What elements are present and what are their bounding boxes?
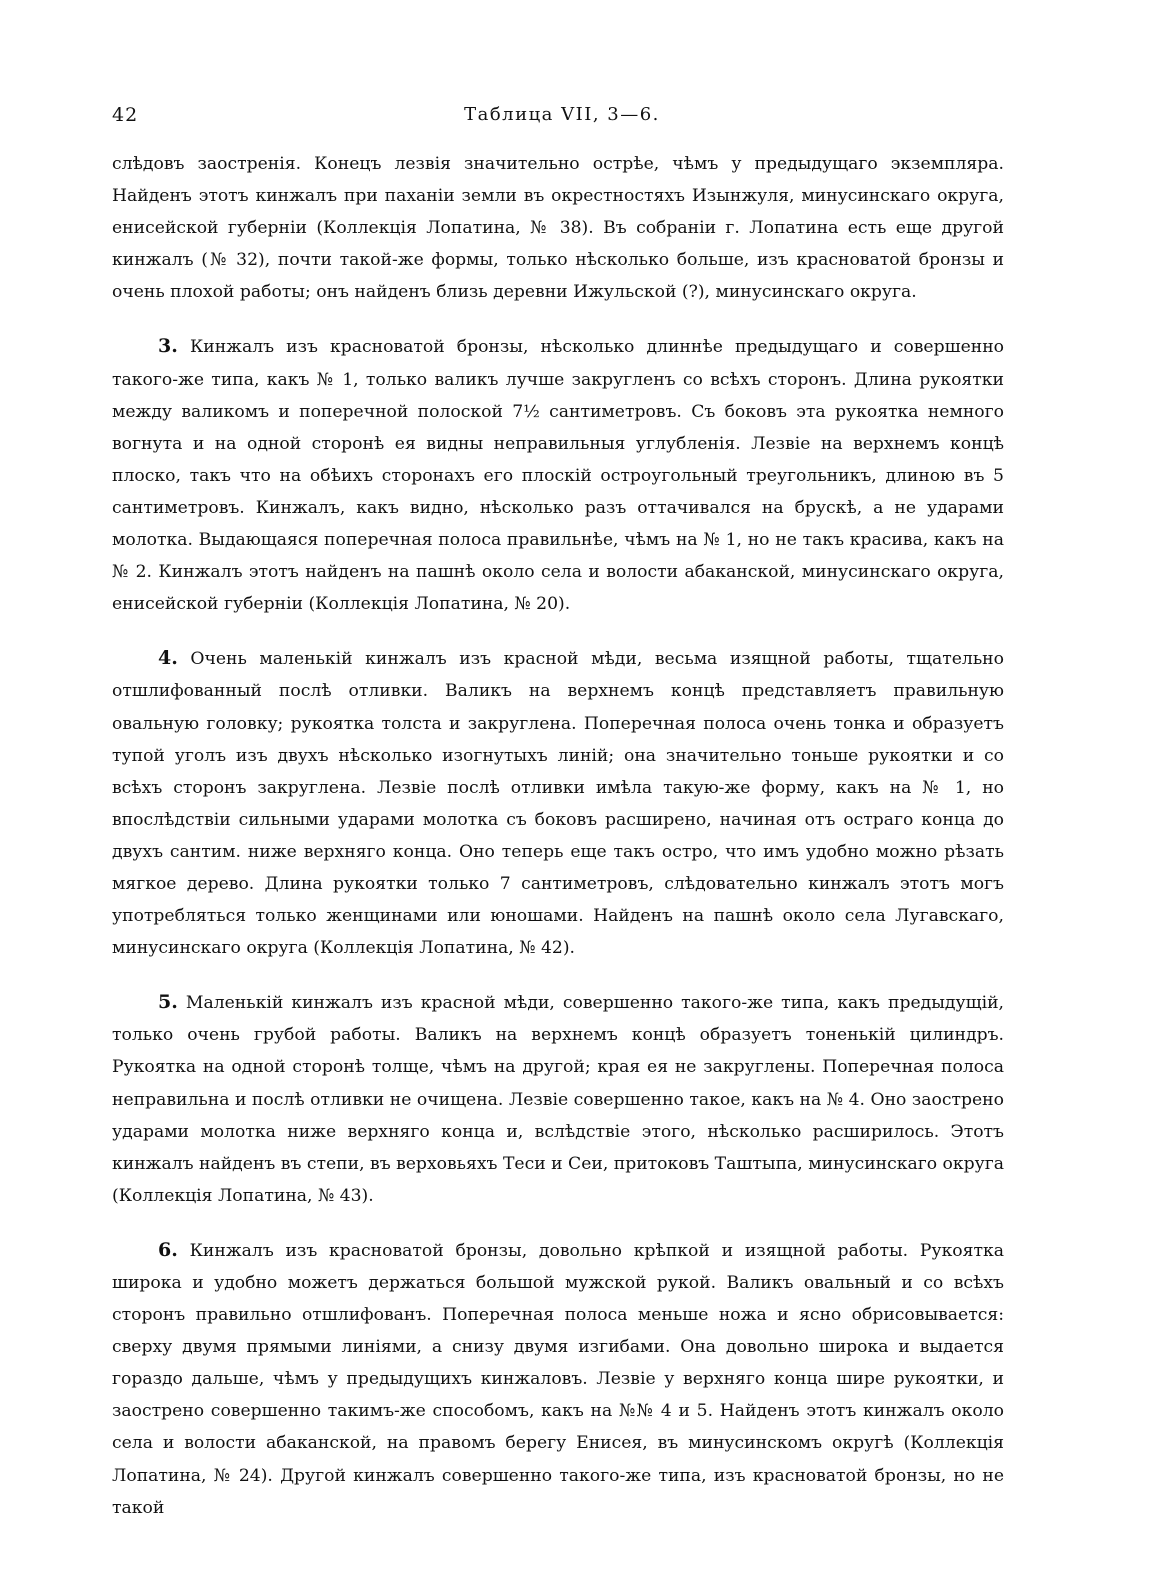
paragraph-item-6: [112, 1234, 1004, 1524]
page-header: [112, 104, 1004, 136]
paragraph-item-4: [112, 642, 1004, 964]
paragraph-text: Кинжалъ изъ красноватой бронзы, нѣсколько длиннѣе предыдущаго и совершенно такого-же типа, какъ № 1, только валикъ лучше закругленъ со всѣхъ сторонъ. Длина рукоятки между валикомъ и поперечной полоской 7½ сантиметровъ. Съ боковъ эта рукоятка немного вогнута и на одной сторонѣ ея видны неправильныя углубленія. Лезвіе на верхнемъ концѣ плоско, такъ что на обѣихъ сторонахъ его плоскій остроугольный треугольникъ, длиною въ 5 сантиметровъ. Кинжалъ, какъ видно, нѣсколько разъ оттачивался на брускѣ, а не ударами молотка. Выдающаяся поперечная полоса правильнѣе, чѣмъ на № 1, но не такъ красива, какъ на № 2. Кинжалъ этотъ найденъ на пашнѣ около села и волости абаканской, минусинскаго округа, енисейской губерніи (Коллекція Лопатина, № 20).: [112, 337, 1004, 615]
paragraph-item-5: [112, 986, 1004, 1212]
paragraph-text: Кинжалъ изъ красноватой бронзы, довольно крѣпкой и изящной работы. Рукоятка широка и удобно можетъ держаться большой мужской рукой. Валикъ овальный и со всѣхъ сторонъ правильно отшлифованъ. Поперечная полоса меньше ножа и ясно обрисовывается: сверху двумя прямыми линіями, а снизу двумя изгибами. Она довольно широка и выдается гораздо дальше, чѣмъ у предыдущихъ кинжаловъ. Лезвіе у верхняго конца шире рукоятки, и заострено совершенно такимъ-же способомъ, какъ на №№ 4 и 5. Найденъ этотъ кинжалъ около села и волости абаканской, на правомъ берегу Енисея, въ минусинскомъ округѣ (Коллекція Лопатина, № 24). Другой кинжалъ совершенно такого-же типа, изъ красноватой бронзы, но не такой: [112, 1240, 1004, 1518]
paragraph-continuation: [112, 148, 1004, 308]
paragraph-text: Очень маленькій кинжалъ изъ красной мѣди, весьма изящной работы, тщательно отшлифованный послѣ отливки. Валикъ на верхнемъ концѣ представляетъ правильную овальную головку; рукоятка толста и закруглена. Поперечная полоса очень тонка и образуетъ тупой уголъ изъ двухъ нѣсколько изогнутыхъ линій; она значительно тоньше рукоятки и со всѣхъ сторонъ закруглена. Лезвіе послѣ отливки имѣла такую-же форму, какъ на № 1, но впослѣдствіи сильными ударами молотка съ боковъ расширено, начиная отъ остраго конца до двухъ сантим. ниже верхняго конца. Оно теперь еще такъ остро, что имъ удобно можно рѣзать мягкое дерево. Длина рукоятки только 7 сантиметровъ, слѣдовательно кинжалъ этотъ могъ употребляться только женщинами или юношами. Найденъ на пашнѣ около села Лугавскаго, минусинскаго округа (Коллекція Лопатина, № 42).: [112, 649, 1004, 959]
paragraph-number: 4.: [158, 647, 178, 670]
running-head: Таблица VII, 3—6.: [464, 104, 660, 125]
paragraph-item-3: [112, 330, 1004, 620]
body-text: [112, 148, 1004, 1546]
paragraph-text: слѣдовъ заостренія. Конецъ лезвія значительно острѣе, чѣмъ у предыдущаго экземпляра. Найденъ этотъ кинжалъ при паханіи земли въ окрестностяхъ Изынжуля, минусинскаго округа, енисейской губерніи (Коллекція Лопатина, № 38). Въ собраніи г. Лопатина есть еще другой кинжалъ (№ 32), почти такой-же формы, только нѣсколько больше, изъ красноватой бронзы и очень плохой работы; онъ найденъ близь деревни Ижульской (?), минусинскаго округа.: [112, 154, 1004, 303]
paragraph-text: Маленькій кинжалъ изъ красной мѣди, совершенно такого-же типа, какъ предыдущій, только очень грубой работы. Валикъ на верхнемъ концѣ образуетъ тоненькій цилиндръ. Рукоятка на одной сторонѣ толще, чѣмъ на другой; края ея не закруглены. Поперечная полоса неправильна и послѣ отливки не очищена. Лезвіе совершенно такое, какъ на № 4. Оно заострено ударами молотка ниже верхняго конца и, вслѣдствіе этого, нѣсколько расширилось. Этотъ кинжалъ найденъ въ степи, въ верховьяхъ Теси и Сеи, притоковъ Таштыпа, минусинскаго округа (Коллекція Лопатина, № 43).: [112, 993, 1005, 1206]
paragraph-number: 6.: [158, 1238, 178, 1261]
paragraph-number: 3.: [158, 335, 178, 358]
page-number: 42: [112, 104, 139, 126]
paragraph-number: 5.: [158, 991, 178, 1014]
